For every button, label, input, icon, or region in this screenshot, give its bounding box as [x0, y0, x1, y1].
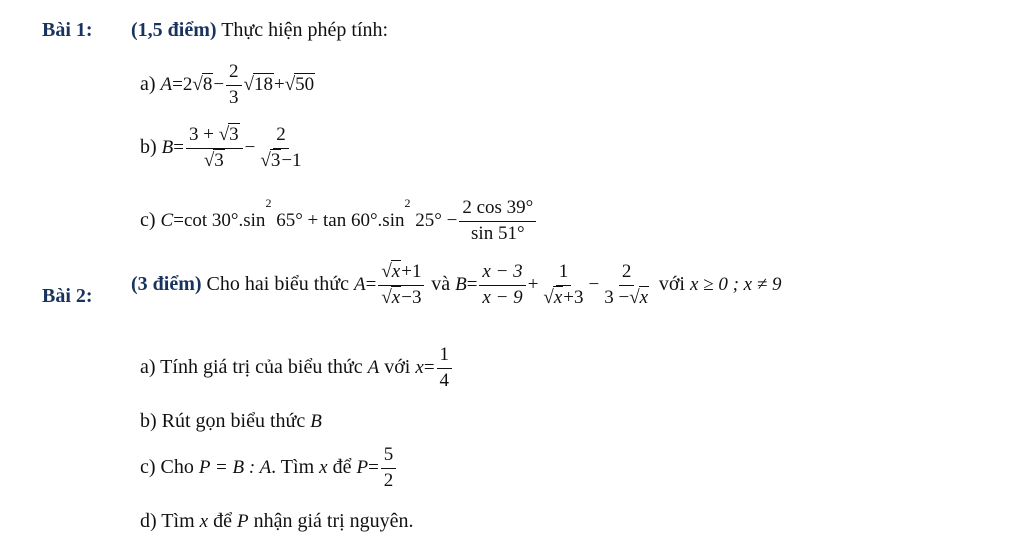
denominator: 2 — [383, 469, 394, 491]
radicand: x — [553, 286, 563, 308]
numerator — [186, 125, 243, 149]
radicand: 3 — [270, 149, 281, 171]
bai2-d-label: d) Tìm — [140, 510, 195, 532]
bai1-instruction: Thực hiện phép tính: — [221, 19, 389, 41]
bai2-c-formula — [356, 444, 398, 491]
bai1-a-formula — [160, 61, 316, 108]
plus-sign: + — [273, 73, 285, 95]
var-B: B — [310, 411, 322, 432]
equals-sign: = — [173, 136, 184, 158]
fraction-cos-sin — [459, 198, 536, 245]
numerator: 5 — [381, 445, 397, 469]
bai2-formula-A — [354, 261, 431, 308]
equals-sign: = — [365, 273, 377, 295]
conjunction-and: và — [431, 272, 451, 295]
bai2-d-tail: nhận giá trị nguyên. — [253, 510, 414, 532]
var-A: A — [160, 73, 173, 95]
bai2-points: (3 điểm) — [131, 272, 202, 295]
term: +3 — [563, 286, 584, 308]
bai1-c-line — [140, 198, 538, 245]
bai1-heading: Bài 1: — [42, 19, 93, 41]
term: 3 — [189, 124, 199, 145]
fraction-B1 — [479, 262, 525, 309]
radicand: x — [639, 286, 649, 308]
sqrt-8: √8 — [192, 73, 213, 95]
bai2-c-mid: . Tìm — [271, 455, 315, 478]
var-B: B — [455, 273, 467, 295]
condition-word: với — [658, 272, 685, 295]
radicand: x — [391, 286, 401, 308]
fraction-B2 — [540, 262, 586, 309]
var-A: A — [367, 356, 380, 378]
word-de: để — [332, 455, 352, 478]
term-cot: cot 30°.sin — [183, 209, 266, 231]
bai2-c-label: c) Cho — [140, 455, 194, 478]
word-de: để — [213, 510, 232, 532]
bai2-b-text: b) Rút gọn biểu thức — [140, 410, 306, 432]
var-x: x — [319, 456, 328, 478]
denominator: x − 9 — [482, 286, 523, 308]
fraction-B3 — [601, 262, 652, 309]
plus-sign: + — [203, 124, 214, 145]
bai1-c-label: c) — [140, 208, 156, 231]
denominator: sin 51° — [471, 222, 525, 244]
bai1-points: (1,5 điểm) — [131, 19, 217, 41]
numerator — [378, 262, 424, 286]
minus-sign: − — [213, 73, 225, 95]
bai2-b-line — [140, 410, 322, 433]
fraction-2 — [257, 125, 304, 172]
bai2-d-line — [140, 510, 414, 533]
sqrt-x: √x — [629, 286, 649, 308]
denominator — [601, 286, 652, 309]
bai2-a-formula — [415, 344, 454, 391]
bai1-title — [131, 19, 388, 42]
denominator — [540, 286, 586, 309]
fraction-A — [378, 262, 424, 309]
sqrt-3: √3 — [260, 149, 281, 171]
numerator: 2 — [619, 262, 635, 286]
radicand: x — [391, 261, 401, 282]
term: +1 — [401, 261, 422, 282]
numerator: 1 — [437, 345, 453, 369]
equals-sign: = — [423, 356, 435, 378]
sqrt-18: √18 — [243, 73, 273, 95]
denominator — [378, 286, 424, 309]
bai2-heading: Bài 2: — [42, 285, 93, 307]
minus-sign: − — [588, 273, 600, 295]
bai2-a-line — [140, 345, 454, 392]
denominator — [201, 149, 228, 172]
word-voi: với — [384, 355, 411, 378]
condition: x ≥ 0 ; x ≠ 9 — [689, 273, 782, 295]
var-P: P — [356, 456, 369, 478]
sqrt-x: √x — [543, 286, 563, 308]
bai1-b-formula — [161, 124, 307, 171]
bai1-b-line — [140, 125, 307, 172]
bai2-a-text: a) Tính giá trị của biểu thức — [140, 355, 363, 378]
fraction-2-3 — [226, 62, 242, 109]
plus-sign: + — [527, 273, 539, 295]
radicand: 3 — [229, 124, 239, 145]
equals-sign: = — [466, 273, 478, 295]
expr-P: P = B : A — [198, 456, 272, 478]
term: 3 − — [604, 286, 630, 308]
var-A: A — [354, 273, 366, 295]
exponent: 2 — [404, 196, 411, 210]
term: −1 — [281, 149, 302, 171]
coef: 2 — [182, 73, 193, 95]
bai1-a-line — [140, 62, 315, 109]
bai2-c-line — [140, 445, 398, 492]
denominator: 3 — [229, 86, 239, 108]
bai1-b-label: b) — [140, 135, 157, 158]
var-P: P — [236, 511, 249, 532]
equals-sign: = — [368, 456, 379, 478]
radicand: 8 — [202, 73, 213, 95]
numerator: 1 — [556, 262, 572, 286]
sqrt-50: √50 — [284, 73, 315, 95]
term: 25° − — [410, 209, 458, 231]
bai1-c-formula — [160, 196, 539, 244]
numerator: 2 — [226, 62, 242, 86]
bai2-statement — [131, 262, 782, 309]
numerator: 2 cos 39° — [459, 198, 536, 222]
denominator: 4 — [439, 369, 450, 391]
sqrt-x: √x — [381, 286, 401, 308]
exponent: 2 — [265, 196, 272, 210]
equals-sign: = — [173, 209, 184, 231]
var-x: x — [199, 511, 209, 532]
var-B: B — [161, 136, 174, 158]
radicand: 50 — [295, 73, 315, 95]
var-x: x — [415, 356, 424, 378]
radicand: 18 — [253, 73, 273, 95]
var-C: C — [160, 209, 174, 231]
bai2-formula-B — [455, 261, 659, 308]
radicand: 3 — [214, 149, 224, 171]
minus-sign: − — [244, 136, 256, 158]
bai2-intro: Cho hai biểu thức — [206, 272, 350, 295]
numerator: x − 3 — [479, 262, 525, 286]
fraction-1 — [186, 125, 243, 172]
fraction-5-2 — [381, 445, 397, 492]
term: −3 — [401, 286, 422, 308]
term-tan: 65° + tan 60°.sin — [271, 209, 405, 231]
sqrt-3: √3 — [218, 124, 239, 145]
sqrt-3: √3 — [203, 149, 224, 171]
equals-sign: = — [172, 73, 183, 95]
bai1-a-label: a) — [140, 72, 156, 95]
numerator: 2 — [273, 125, 289, 149]
denominator — [257, 149, 304, 172]
sqrt-x: √x — [381, 261, 401, 282]
fraction-1-4 — [437, 345, 453, 392]
